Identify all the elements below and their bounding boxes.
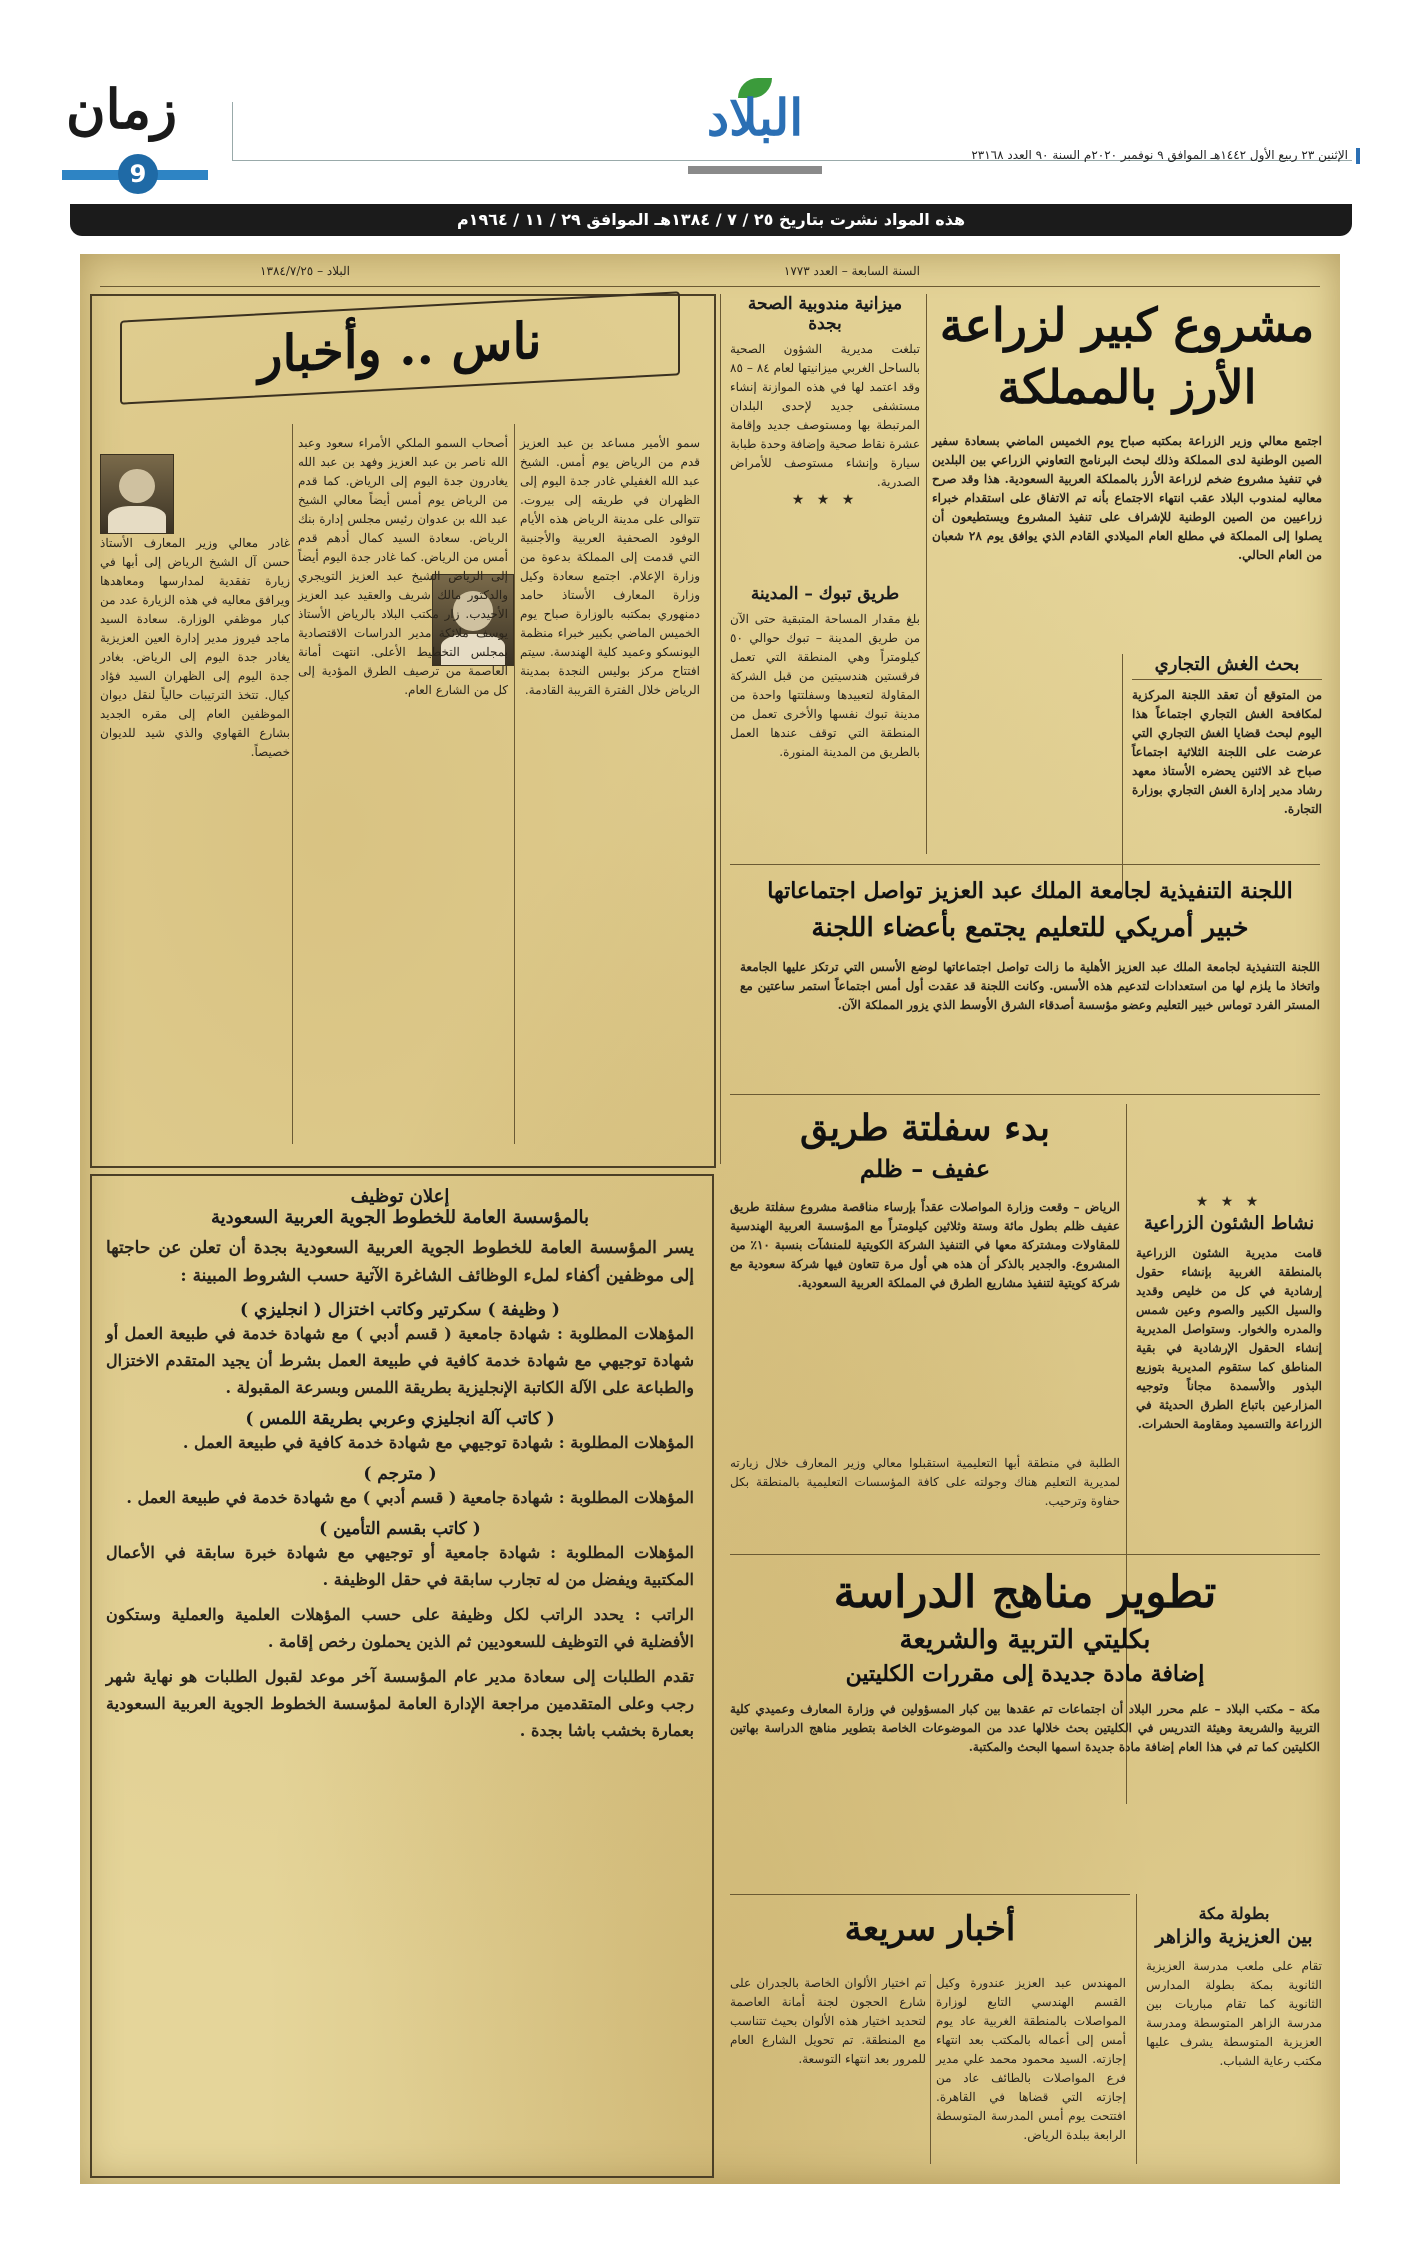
quick-news-body-left: تم اختيار الألوان الخاصة بالجدران على شارع الحجون لجنة أمانة العاصمة لتحديد اختيار هذه الألوان بحيث تتناسب مع المنطقة. تم تحويل الشارع العام للمرور بعد انتهاء التوسعة. — [730, 1976, 926, 2066]
job-3-title: ( مترجم ) — [363, 1464, 437, 1484]
road-headline-2: عفيف – ظلم — [859, 1154, 991, 1183]
tabuk-body: بلغ مقدار المساحة المتبقية حتى الآن من طريق المدينة – تبوك حوالي ٥٠ كيلومتراً وهي المنطقة التي تعمل فرقستين هندسيتين من قبل الشركة المقاولة لتعبيدها وسفلتتها واحدة من مدينة تبوك نفسها والأخرى تعمل من المنطقة التي توقف عندها العمل بالطريق من المدينة المنورة. — [730, 612, 920, 759]
fraud-title: بحث الغش التجاري — [1132, 654, 1322, 680]
rice-body: اجتمع معالي وزير الزراعة بمكتبه صباح يوم الخميس الماضي بسعادة سفير الصين الوطنية لدى المملكة وذلك لبحث البرنامج التعاوني الزراعي بين البلدين في تنفيذ مشروع ضخم لزراعة الأرز بالمملكة العربية السعودية. هذا وقد صرح معاليه لمندوب البلاد عقب انتهاء الاجتماع بأنه تم الاتفاق على استقدام خبراء زراعيين من الصين الوطنية للإشراف على تنفيذ المشروع ويستطيعون أن يصلوا إلى المملكة في مطلع العام الميلادي القادم الذي يوافق يوم ٢٨ شعبان من العام الحالي. — [932, 434, 1322, 562]
curriculum-rule — [730, 1554, 1320, 1555]
job-1-requirements: المؤهلات المطلوبة : شهادة جامعية ( قسم أدبي ) مع شهادة خدمة في طبيعة العمل أو شهادة توجيهي مع شهادة خدمة كافية في طبيعة العمل بشرط أن يجيد المتقدم الاختزال والطباعة على الآلة الكاتبة الإنجليزية بطريقة اللمس وبسرعة المقبولة . — [106, 1324, 694, 1397]
sports-body: تقام على ملعب مدرسة العزيزية الثانوية بمكة بطولة المدارس الثانوية كما تقام مباريات بين مدرسة الزاهر المتوسطة ومدرسة العزيزية المتوسطة يشرف عليها مكتب رعاية الشباب. — [1146, 1959, 1322, 2068]
agri-body: قامت مديرية الشئون الزراعية بالمنطقة الغربية بإنشاء حقول إرشادية في كل من خليص وقديد والسيل الكبير والصوم وعين شمس والمدره والخوار. وستواصل المديرية إنشاء الحقول الإرشادية في بقية المناطق كما ستقوم المديرية بتوزيع البذور والأسمدة مجاناً وتوجيه المزارعين باتباع الطرق الحديثة في الزراعة والتسميد ومقاومة الحشرات. — [1136, 1246, 1322, 1431]
fraud-body: من المتوقع أن تعقد اللجنة المركزية لمكافحة الغش التجاري اجتماعاً هذا اليوم لبحث قضايا الغش التجاري التي عرضت على اللجنة الثلاثية اجتماعاً صباح غد الاثنين يحضره الأستاذ معهد رشاد مدير إدارة الغش التجاري بوزارة التجارة. — [1132, 688, 1322, 816]
section-logo — [66, 77, 178, 188]
road-body: الرياض – وقعت وزارة المواصلات عقداً بإرساء مناقصة مشروع سفلتة طريق عفيف ظلم بطول مائة وستة وثلاثين كيلومتراً مع المؤسسة العربية الهندسية للمقاولات ومشتركة معها في التنفيذ الشركة الكويتية للمنشآت بنسبة ١٠٪ من المشروع. والجدير بالذكر أن هذه هي أول مرة تتعاون فيها شركة سعودية مع شركة كويتية لتنفيذ مشاريع الطرق في المملكة العربية السعودية. — [730, 1200, 1121, 1290]
quick-news-col-left — [730, 1974, 926, 2069]
job-4-requirements: المؤهلات المطلوبة : شهادة جامعية أو توجيهي مع شهادة خبرة سابقة في الأعمال المكتبية ويفضل من له تجارب سابقة في حقل الوظيفة . — [106, 1543, 694, 1589]
people-body-right: سمو الأمير مساعد بن عبد العزيز قدم من الرياض يوم أمس. الشيخ عبد الله الغفيلي غادر جدة اليوم إلى الظهران في طريقه إلى بيروت. تتوالى على مدينة الرياض هذه الأيام الوفود الصحفية العربية والأجنبية التي قدمت إلى المملكة بدعوة من وزارة الإعلام. اجتمع سعادة وكيل وزارة المعارف الأستاذ حامد دمنهوري بمكتبه بالوزارة صباح يوم الخميس الماضي بكبير خبراء منظمة اليونسكو وعميد كلية الهندسة. سيتم افتتاح مركز بوليس النجدة بمدينة الرياض خلال الفترة القريبة القادمة. — [520, 436, 700, 697]
people-news-title-box — [120, 306, 680, 390]
masthead-divider-vertical — [232, 102, 233, 160]
dateline-marker — [1356, 148, 1360, 164]
job-2-requirements: المؤهلات المطلوبة : شهادة توجيهي مع شهادة خدمة كافية في طبيعة العمل . — [182, 1433, 694, 1452]
committee-rule — [730, 864, 1320, 865]
people-col-right — [520, 434, 700, 700]
issue-date: البلاد – ١٣٨٤/٧/٢٥ — [260, 264, 350, 278]
top-rule — [100, 286, 1320, 287]
committee-headline-2: خبير أمريكي للتعليم يجتمع بأعضاء اللجنة — [811, 913, 1249, 943]
quick-news-col-right — [936, 1974, 1126, 2145]
job-3-requirements: المؤهلات المطلوبة : شهادة جامعية ( قسم أدبي ) مع شهادة خدمة في طبيعة العمل . — [126, 1488, 694, 1507]
committee-article — [740, 874, 1320, 1015]
paper-logo — [680, 78, 830, 178]
students-article — [730, 1454, 1120, 1511]
newspaper-scan — [80, 254, 1340, 2184]
curriculum-headline-2: بكليتي التربية والشريعة — [899, 1625, 1151, 1655]
job-ad — [106, 1186, 694, 1744]
tabuk-article — [730, 584, 920, 762]
budget-article — [730, 294, 920, 508]
people-body-left: غادر معالي وزير المعارف الأستاذ حسن آل الشيخ الرياض إلى أبها في زيارة تفقدية لمدارسها ومعاهدها ويرافق معاليه في هذه الزيارة عدد من كبار موظفي الوزارة. سعادة السيد ماجد فيروز مدير إدارة العين العزيزية يغادر جدة اليوم إلى الرياض. بغادر جدة اليوم إلى الظهران السيد فؤاد كيال. تتخذ الترتيبات حالياً لنقل ديوان الموظفين العام إلى مقره الجديد بشارع القهاوي والذي شيد للديوان خصيصاً. — [100, 536, 290, 759]
job-ad-intro: يسر المؤسسة العامة للخطوط الجوية العربية السعودية بجدة أن تعلن عن حاجتها إلى موظفين أكفاء لملء الوظائف الشاغرة الآتية حسب الشروط المبينة : — [106, 1238, 694, 1286]
budget-title: ميزانية مندوبية الصحة بجدة — [747, 294, 903, 334]
people-divider-1 — [514, 424, 515, 1144]
job-ad-title: إعلان توظيف — [350, 1186, 450, 1207]
budget-stars: ★ ★ ★ — [791, 492, 859, 508]
fraud-divider — [1122, 654, 1123, 894]
sports-article — [1146, 1904, 1322, 2071]
job-apply: تقدم الطلبات إلى سعادة مدير عام المؤسسة آخر موعد لقبول الطلبات هو نهاية شهر رجب وعلى المتقدمين مراجعة الإدارة العامة لمؤسسة الخطوط الجوية العربية السعودية بعمارة بخشب باشا بجدة . — [106, 1667, 695, 1740]
fraud-article — [1132, 654, 1322, 819]
sports-subtitle: بين العزيزية والزاهر — [1155, 1926, 1313, 1948]
agri-stars: ★ ★ ★ — [1195, 1194, 1263, 1210]
rice-article — [932, 294, 1322, 565]
issue-info: السنة السابعة – العدد ١٧٧٣ — [783, 264, 920, 278]
agri-title: نشاط الشئون الزراعية — [1143, 1213, 1315, 1234]
people-col-mid — [298, 434, 508, 700]
committee-headline-1: اللجنة التنفيذية لجامعة الملك عبد العزيز تواصل اجتماعاتها — [767, 878, 1293, 904]
rice-headline: مشروع كبير لزراعة الأرز بالمملكة — [939, 298, 1315, 414]
agri-article — [1136, 1194, 1322, 1434]
section-name: زمان — [66, 77, 178, 141]
students-body: الطلبة في منطقة أبها التعليمية استقبلوا معالي وزير المعارف خلال زيارته لمديرية التعليم هناك وجولته على كافة المؤسسات التعليمية بالمنطقة بكل حفاوة وترحيب. — [730, 1456, 1120, 1508]
committee-body: اللجنة التنفيذية لجامعة الملك عبد العزيز الأهلية ما زالت تواصل اجتماعاتها لوضع الأسس التي ترتكز عليها الجامعة واتخاذ ما يلزم لها من استعدادات لتدعيم هذه الأسس. وكانت اللجنة قد عقدت أول أمس اجتماعاً استمر ساعتين مع المستر الفرد توماس خبير التعليم وعضو مؤسسة أصدقاء الشرق الأوسط الذي يزور المملكة الآن. — [740, 960, 1320, 1012]
curriculum-headline-1: تطوير مناهج الدراسة — [833, 1567, 1217, 1618]
people-body-mid: أصحاب السمو الملكي الأمراء سعود وعبد الله ناصر بن عبد العزيز وفهد بن عبد الله يغادرون جدة اليوم إلى الرياض. كما قدم من الرياض يوم أمس أيضاً معالي الشيخ عبد الله بن عدوان رئيس مجلس إدارة بنك الرياض. سعادة السيد كمال أدهم قدم أمس من الرياض. كما غادر جدة اليوم أيضاً إلى الرياض الشيخ عبد العزيز التويجري والدكتور مالك شريف والعقيد عبد العزيز الأحيدب. زار مكتب البلاد بالرياض الأستاذ يوسف ملائكة مدير الدراسات الاقتصادية بمجلس التخطيط الأعلى. انتهت أمانة العاصمة من ترصيف الطرق المؤدية إلى كل من الشارع العام. — [298, 436, 508, 697]
curriculum-body: مكة – مكتب البلاد – علم محرر البلاد أن اجتماعات تم عقدها بين كبار المسؤولين في وزارة المعارف وعميدي كلية التربية والشريعة وهيئة التدريس في الكليتين بحث خلالها عدد من الموضوعات الخاصة بتطوير مناهج الدراسة بهاتين الكليتين كما تم في هذا العام إضافة مادة جديدة اسمها البحث والمكتبة. — [730, 1702, 1320, 1754]
road-headline-1: بدء سفلتة طريق — [800, 1107, 1050, 1149]
page-number-badge: 9 — [118, 154, 158, 194]
column-divider-b — [720, 294, 721, 1164]
tabuk-title: طريق تبوك – المدينة — [750, 584, 900, 604]
quick-news-body-right: المهندس عبد العزيز عندورة وكيل القسم الهندسي التابع لوزارة المواصلات بالمنطقة الغربية عاد يوم أمس إلى أعماله بالمكتب بعد انتهاء إجازته. السيد محمود محمد علي مدير فرع المواصلات بالطائف عاد من إجازته التي قضاها في القاهرة. افتتحت يوم أمس المدرسة المتوسطة الرابعة ببلدة الرياض. — [936, 1976, 1126, 2142]
budget-body: تبلغت مديرية الشؤون الصحية بالساحل الغربي ميزانيتها لعام ٨٤ – ٨٥ وقد اعتمد لها في هذه الموازنة إنشاء مستشفى جديد لإحدى البلدان المرتبطة بها ومستوصف جديد وإقامة عشرة نقاط صحية وإضافة وحدة طبابة سيارة وإنشاء مستوصف للأمراض الصدرية. — [730, 342, 920, 489]
people-news-title: ناس .. وأخبار — [120, 291, 680, 404]
job-ad-subtitle: بالمؤسسة العامة للخطوط الجوية العربية السعودية — [211, 1207, 589, 1228]
sports-title: بطولة مكة — [1198, 1904, 1270, 1923]
curriculum-headline-3: إضافة مادة جديدة إلى مقررات الكليتين — [845, 1661, 1205, 1687]
quick-news-title: أخبار سريعة — [844, 1909, 1016, 1949]
road-article — [730, 1104, 1120, 1293]
people-divider-2 — [292, 424, 293, 1144]
dateline: الإثنين ٢٣ ربيع الأول ١٤٤٢هـ الموافق ٩ نوفمبر ٢٠٢٠م السنة ٩٠ العدد ٢٣١٦٨ — [971, 148, 1348, 162]
quick-news-divider — [930, 1974, 931, 2164]
publish-date-banner — [70, 204, 1352, 236]
sports-divider — [1136, 1894, 1137, 2164]
column-divider-a — [926, 294, 927, 854]
people-col-left — [100, 434, 290, 762]
paper-name: البلاد — [706, 88, 804, 147]
job-4-title: ( كاتب بقسم التأمين ) — [319, 1519, 481, 1539]
job-1-title: ( وظيفة ) سكرتير وكاتب اختزال ( انجليزي ) — [240, 1300, 560, 1320]
quick-news-rule — [730, 1894, 1130, 1895]
quick-news — [730, 1904, 1130, 1954]
curriculum-article — [730, 1564, 1320, 1757]
job-salary: الراتب : يحدد الراتب لكل وظيفة على حسب المؤهلات العلمية والعملية وستكون الأفضلية في التوظيف للسعوديين ثم الذين يحملون رخص إقامة . — [106, 1605, 694, 1651]
banner-text: هذه المواد نشرت بتاريخ ٢٥ / ٧ / ١٣٨٤هـ الموافق ٢٩ / ١١ / ١٩٦٤م — [456, 210, 966, 229]
logo-underline — [688, 166, 822, 174]
road-rule — [730, 1094, 1320, 1095]
job-2-title: ( كاتب آلة انجليزي وعربي بطريقة اللمس ) — [245, 1409, 555, 1429]
